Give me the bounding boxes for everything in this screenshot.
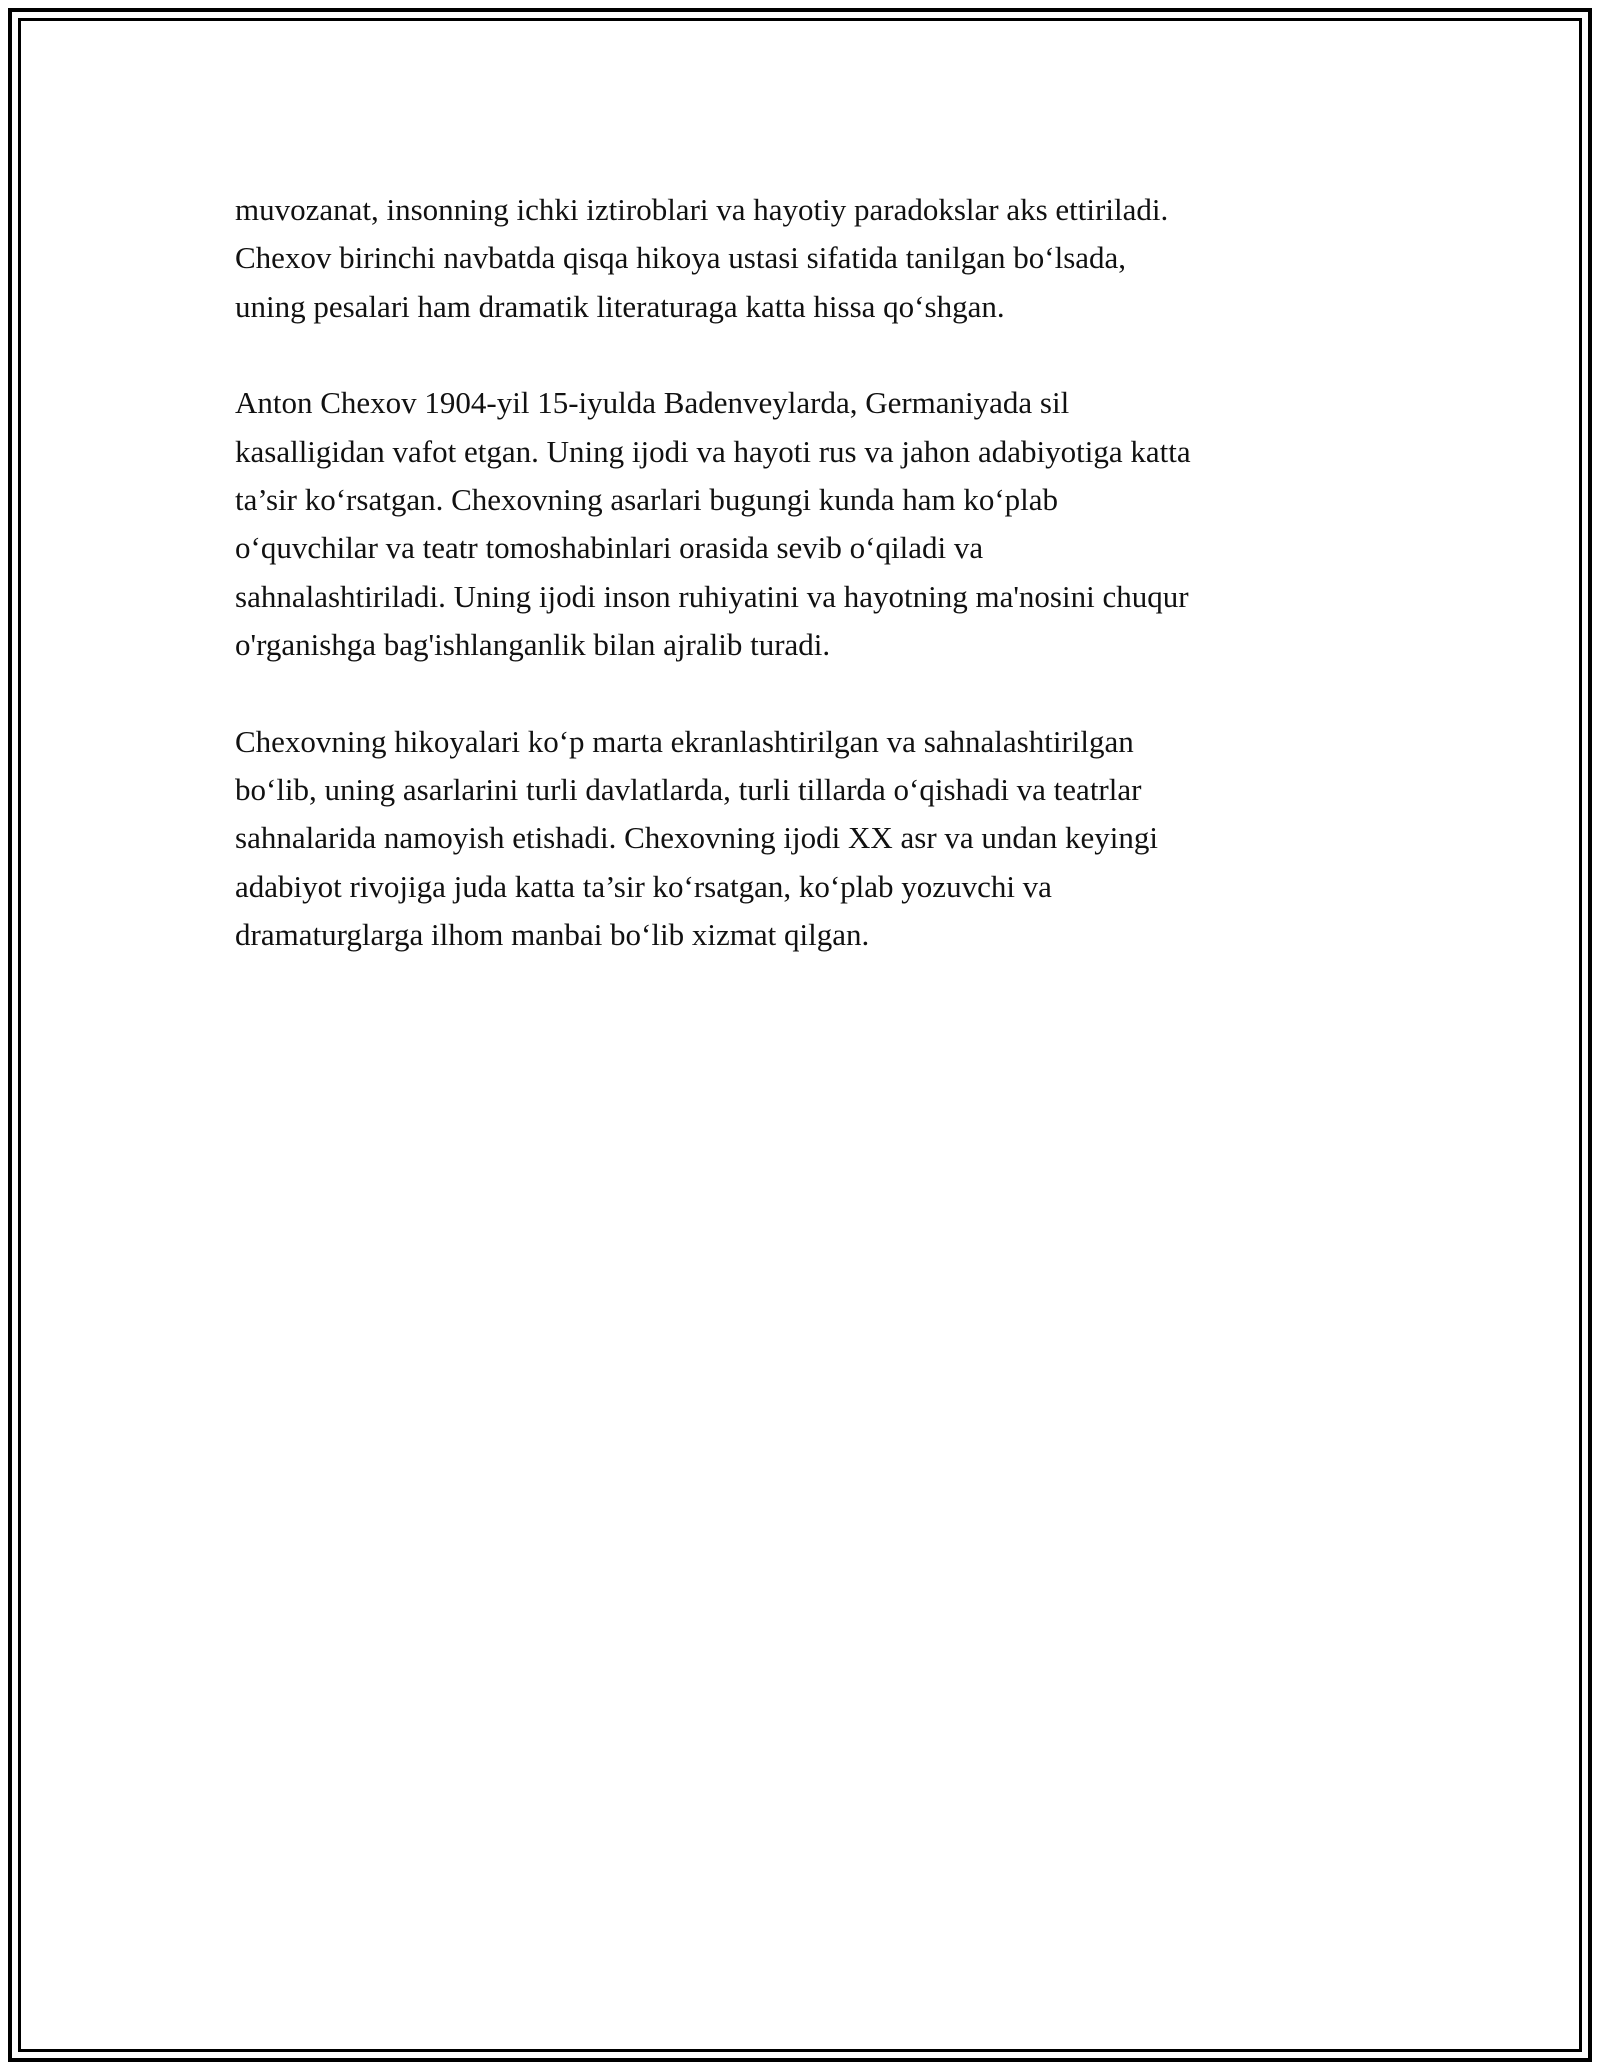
text-line: dramaturglarga ilhom manbai bo‘lib xizmat qilgan. [235, 917, 870, 953]
text-line: sahnalashtiriladi. Uning ijodi inson ruhiyatini va hayotning ma'nosini chuqur [235, 578, 1189, 614]
paragraph-3 [235, 718, 1375, 960]
text-line: sahnalarida namoyish etishadi. Chexovning ijodi XX asr va undan keyingi [235, 820, 1158, 856]
paragraph-2 [235, 379, 1375, 669]
text-line: muvozanat, insonning ichki iztiroblari va hayotiy paradokslar aks ettiriladi. [235, 192, 1169, 227]
text-line: o‘quvchilar va teatr tomoshabinlari orasida sevib o‘qiladi va [235, 530, 984, 566]
text-line: uning pesalari ham dramatik literaturaga katta hissa qo‘shgan. [235, 288, 1005, 324]
text-line: ta’sir ko‘rsatgan. Chexovning asarlari bugungi kunda ham ko‘plab [235, 482, 1059, 518]
text-line: Chexov birinchi navbatda qisqa hikoya ustasi sifatida tanilgan bo‘lsada, [235, 240, 1127, 276]
text-line: bo‘lib, uning asarlarini turli davlatlarda, turli tillarda o‘qishadi va teatrlar [235, 772, 1142, 808]
text-line: adabiyot rivojiga juda katta ta’sir ko‘rsatgan, ko‘plab yozuvchi va [235, 868, 1052, 904]
text-line: Anton Chexov 1904-yil 15-iyulda Badenveylarda, Germaniyada sil [235, 385, 1070, 421]
text-line: o'rganishga bag'ishlanganlik bilan ajralib turadi. [235, 627, 831, 663]
document-body [235, 186, 1375, 1008]
paragraph-1 [235, 186, 1375, 331]
text-line: Chexovning hikoyalari ko‘p marta ekranlashtirilgan va sahnalashtirilgan [235, 723, 1134, 759]
text-line: kasalligidan vafot etgan. Uning ijodi va hayoti rus va jahon adabiyotiga katta [235, 433, 1191, 469]
